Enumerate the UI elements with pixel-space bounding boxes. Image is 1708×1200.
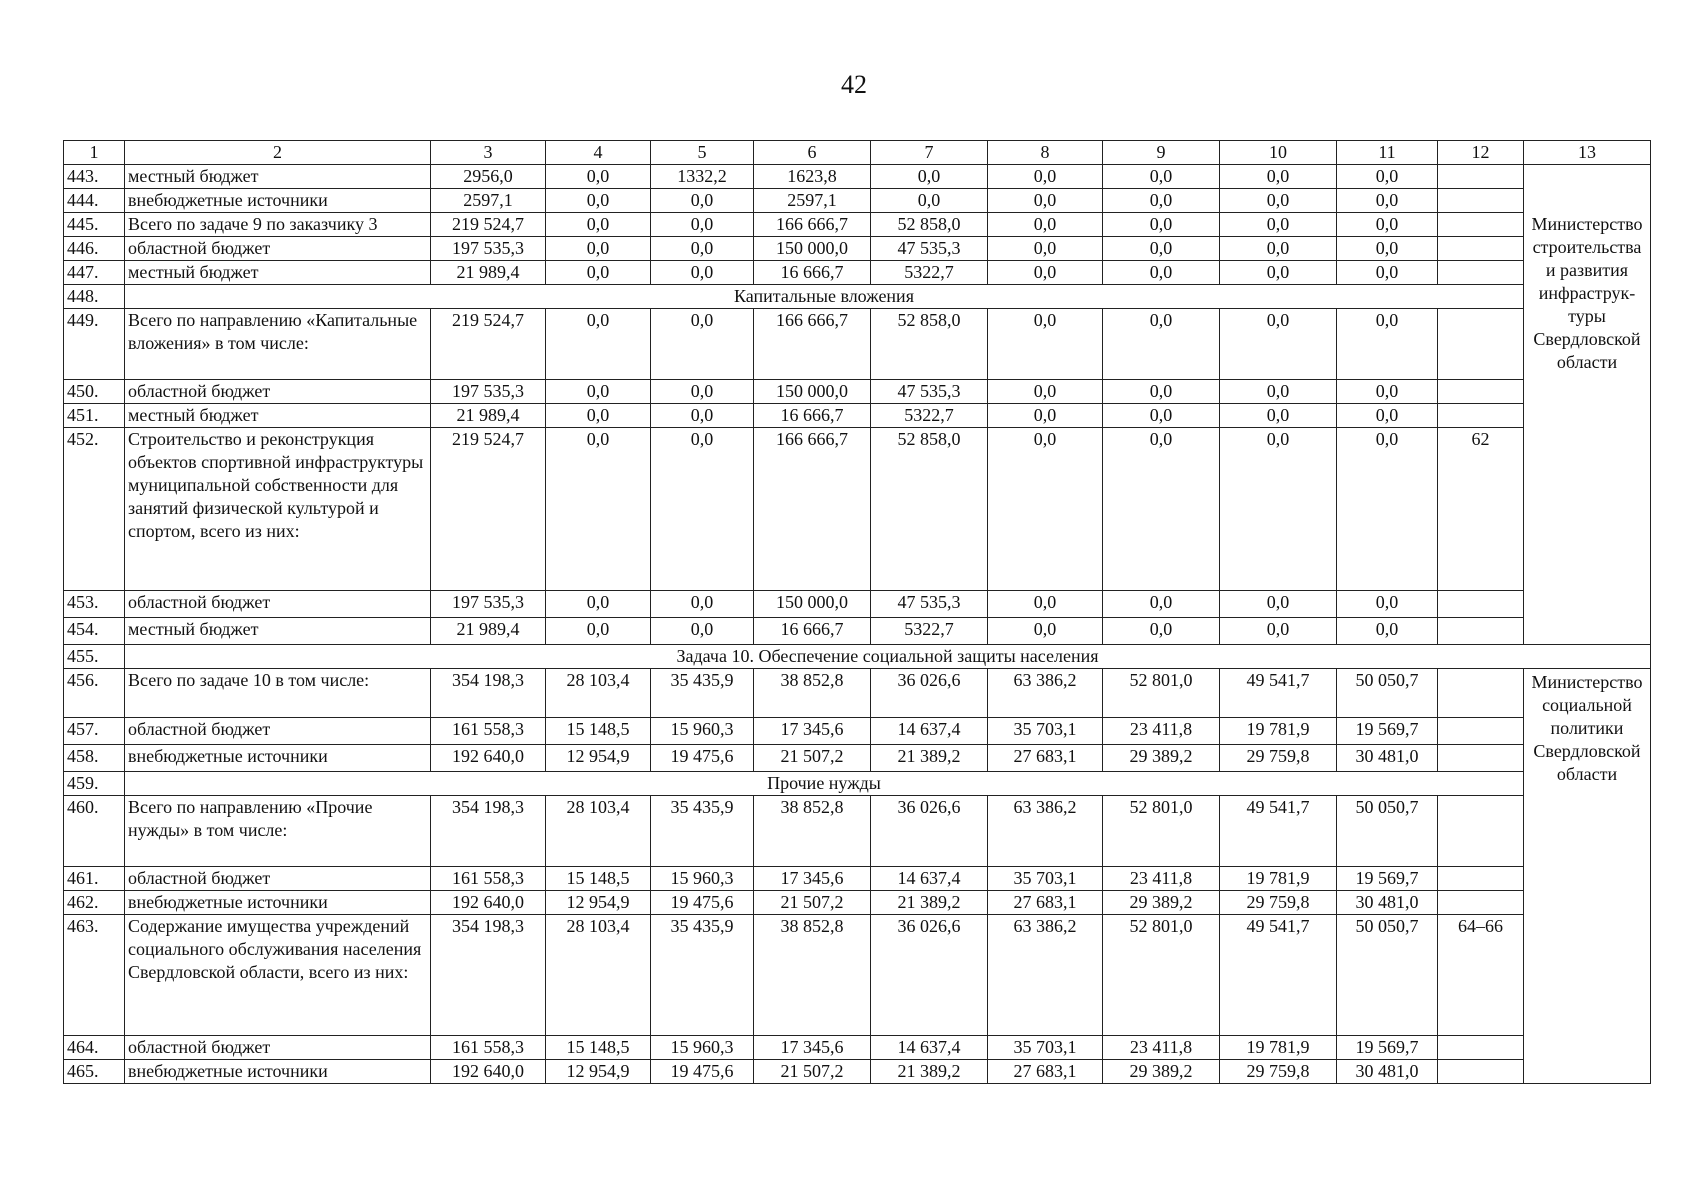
table-row xyxy=(64,718,1651,745)
table-row xyxy=(64,591,1651,618)
value-cell: 354 198,3 xyxy=(431,669,546,718)
value-cell: 23 411,8 xyxy=(1103,867,1220,891)
value-cell: 21 507,2 xyxy=(754,745,871,772)
value-cell: 35 703,1 xyxy=(988,1036,1103,1060)
value-cell: 0,0 xyxy=(1337,380,1438,404)
value-cell: 0,0 xyxy=(546,189,651,213)
row-number: 451. xyxy=(64,404,125,428)
table-row xyxy=(64,165,1651,189)
row-label: внебюджетные источники xyxy=(125,1060,431,1084)
reference-cell xyxy=(1438,380,1524,404)
value-cell: 15 960,3 xyxy=(651,867,754,891)
value-cell: 35 435,9 xyxy=(651,915,754,1036)
value-cell: 219 524,7 xyxy=(431,309,546,380)
value-cell: 192 640,0 xyxy=(431,745,546,772)
value-cell: 50 050,7 xyxy=(1337,915,1438,1036)
reference-cell xyxy=(1438,165,1524,189)
reference-cell xyxy=(1438,669,1524,718)
reference-cell xyxy=(1438,1060,1524,1084)
table-row xyxy=(64,891,1651,915)
value-cell: 19 781,9 xyxy=(1220,718,1337,745)
value-cell: 197 535,3 xyxy=(431,237,546,261)
value-cell: 49 541,7 xyxy=(1220,796,1337,867)
value-cell: 36 026,6 xyxy=(871,915,988,1036)
value-cell: 0,0 xyxy=(546,309,651,380)
responsible-executor-label: Министерство социальной политики Свердловской области xyxy=(1531,672,1643,784)
value-cell: 0,0 xyxy=(988,618,1103,645)
row-number: 449. xyxy=(64,309,125,380)
reference-cell xyxy=(1438,309,1524,380)
row-label: внебюджетные источники xyxy=(125,745,431,772)
table-row xyxy=(64,1060,1651,1084)
value-cell: 161 558,3 xyxy=(431,718,546,745)
row-number: 461. xyxy=(64,867,125,891)
row-label: Всего по направлению «Прочие нужды» в том числе: xyxy=(125,796,431,867)
value-cell: 0,0 xyxy=(546,237,651,261)
table-row xyxy=(64,309,1651,380)
value-cell: 38 852,8 xyxy=(754,796,871,867)
reference-cell xyxy=(1438,591,1524,618)
value-cell: 0,0 xyxy=(1337,189,1438,213)
row-number: 457. xyxy=(64,718,125,745)
row-label: Строительство и реконструкция объектов спортивной инфраструктуры муниципальной собственности для занятий физической культурой и спортом, всего из них: xyxy=(125,428,431,591)
value-cell: 28 103,4 xyxy=(546,669,651,718)
value-cell: 16 666,7 xyxy=(754,618,871,645)
value-cell: 15 148,5 xyxy=(546,718,651,745)
table-row xyxy=(64,669,1651,718)
table-row xyxy=(64,428,1651,591)
value-cell: 47 535,3 xyxy=(871,380,988,404)
value-cell: 0,0 xyxy=(1103,591,1220,618)
value-cell: 161 558,3 xyxy=(431,1036,546,1060)
row-number: 459. xyxy=(64,772,125,796)
value-cell: 0,0 xyxy=(651,380,754,404)
row-label: Всего по задаче 10 в том числе: xyxy=(125,669,431,718)
table-row xyxy=(64,237,1651,261)
header-cell: 6 xyxy=(754,141,871,165)
value-cell: 29 389,2 xyxy=(1103,1060,1220,1084)
value-cell: 36 026,6 xyxy=(871,669,988,718)
row-number: 465. xyxy=(64,1060,125,1084)
value-cell: 0,0 xyxy=(1220,237,1337,261)
value-cell: 52 858,0 xyxy=(871,309,988,380)
value-cell: 0,0 xyxy=(651,261,754,285)
value-cell: 52 801,0 xyxy=(1103,915,1220,1036)
value-cell: 0,0 xyxy=(1103,165,1220,189)
table-row xyxy=(64,404,1651,428)
section-title: Задача 10. Обеспечение социальной защиты населения xyxy=(125,645,1651,669)
value-cell: 21 507,2 xyxy=(754,1060,871,1084)
value-cell: 2597,1 xyxy=(431,189,546,213)
reference-cell xyxy=(1438,618,1524,645)
header-cell: 10 xyxy=(1220,141,1337,165)
table-row xyxy=(64,745,1651,772)
value-cell: 19 569,7 xyxy=(1337,1036,1438,1060)
value-cell: 15 148,5 xyxy=(546,1036,651,1060)
value-cell: 52 858,0 xyxy=(871,428,988,591)
value-cell: 49 541,7 xyxy=(1220,669,1337,718)
value-cell: 19 569,7 xyxy=(1337,867,1438,891)
value-cell: 150 000,0 xyxy=(754,380,871,404)
value-cell: 0,0 xyxy=(1220,261,1337,285)
header-cell: 5 xyxy=(651,141,754,165)
value-cell: 49 541,7 xyxy=(1220,915,1337,1036)
value-cell: 21 389,2 xyxy=(871,1060,988,1084)
value-cell: 52 858,0 xyxy=(871,213,988,237)
value-cell: 161 558,3 xyxy=(431,867,546,891)
value-cell: 0,0 xyxy=(1337,165,1438,189)
value-cell: 29 759,8 xyxy=(1220,1060,1337,1084)
value-cell: 52 801,0 xyxy=(1103,796,1220,867)
value-cell: 0,0 xyxy=(546,213,651,237)
value-cell: 150 000,0 xyxy=(754,591,871,618)
value-cell: 1332,2 xyxy=(651,165,754,189)
header-cell: 4 xyxy=(546,141,651,165)
table-row xyxy=(64,796,1651,867)
row-number: 464. xyxy=(64,1036,125,1060)
value-cell: 0,0 xyxy=(1103,404,1220,428)
value-cell: 14 637,4 xyxy=(871,1036,988,1060)
value-cell: 27 683,1 xyxy=(988,891,1103,915)
header-cell: 7 xyxy=(871,141,988,165)
value-cell: 166 666,7 xyxy=(754,428,871,591)
value-cell: 5322,7 xyxy=(871,261,988,285)
value-cell: 166 666,7 xyxy=(754,213,871,237)
value-cell: 0,0 xyxy=(1220,404,1337,428)
value-cell: 0,0 xyxy=(1220,309,1337,380)
value-cell: 0,0 xyxy=(1337,428,1438,591)
reference-cell xyxy=(1438,189,1524,213)
value-cell: 0,0 xyxy=(988,591,1103,618)
value-cell: 354 198,3 xyxy=(431,796,546,867)
value-cell: 0,0 xyxy=(546,591,651,618)
row-number: 455. xyxy=(64,645,125,669)
section-title: Прочие нужды xyxy=(125,772,1524,796)
value-cell: 16 666,7 xyxy=(754,261,871,285)
value-cell: 0,0 xyxy=(1103,428,1220,591)
value-cell: 0,0 xyxy=(988,261,1103,285)
section-row xyxy=(64,285,1651,309)
value-cell: 354 198,3 xyxy=(431,915,546,1036)
row-label: областной бюджет xyxy=(125,867,431,891)
value-cell: 38 852,8 xyxy=(754,915,871,1036)
value-cell: 150 000,0 xyxy=(754,237,871,261)
value-cell: 0,0 xyxy=(988,309,1103,380)
section-title: Капитальные вложения xyxy=(125,285,1524,309)
reference-cell xyxy=(1438,891,1524,915)
value-cell: 17 345,6 xyxy=(754,718,871,745)
value-cell: 35 703,1 xyxy=(988,718,1103,745)
value-cell: 0,0 xyxy=(546,380,651,404)
value-cell: 219 524,7 xyxy=(431,428,546,591)
value-cell: 27 683,1 xyxy=(988,1060,1103,1084)
row-label: областной бюджет xyxy=(125,1036,431,1060)
value-cell: 19 475,6 xyxy=(651,891,754,915)
value-cell: 0,0 xyxy=(1103,237,1220,261)
value-cell: 2597,1 xyxy=(754,189,871,213)
header-cell: 11 xyxy=(1337,141,1438,165)
row-number: 448. xyxy=(64,285,125,309)
value-cell: 30 481,0 xyxy=(1337,891,1438,915)
responsible-executor-label: Министерство строительства и развития инфраструк-туры Свердловской области xyxy=(1531,214,1643,372)
header-cell: 12 xyxy=(1438,141,1524,165)
row-number: 456. xyxy=(64,669,125,718)
value-cell: 0,0 xyxy=(1220,189,1337,213)
value-cell: 0,0 xyxy=(651,618,754,645)
value-cell: 0,0 xyxy=(988,404,1103,428)
value-cell: 0,0 xyxy=(871,189,988,213)
reference-cell xyxy=(1438,213,1524,237)
row-label: местный бюджет xyxy=(125,261,431,285)
value-cell: 0,0 xyxy=(1337,237,1438,261)
reference-cell xyxy=(1438,796,1524,867)
value-cell: 19 475,6 xyxy=(651,1060,754,1084)
value-cell: 0,0 xyxy=(651,213,754,237)
value-cell: 63 386,2 xyxy=(988,669,1103,718)
value-cell: 21 989,4 xyxy=(431,404,546,428)
value-cell: 23 411,8 xyxy=(1103,1036,1220,1060)
value-cell: 28 103,4 xyxy=(546,796,651,867)
value-cell: 29 759,8 xyxy=(1220,745,1337,772)
value-cell: 0,0 xyxy=(988,237,1103,261)
value-cell: 2956,0 xyxy=(431,165,546,189)
value-cell: 27 683,1 xyxy=(988,745,1103,772)
value-cell: 21 989,4 xyxy=(431,261,546,285)
value-cell: 30 481,0 xyxy=(1337,1060,1438,1084)
value-cell: 0,0 xyxy=(651,404,754,428)
value-cell: 197 535,3 xyxy=(431,591,546,618)
table-row xyxy=(64,618,1651,645)
value-cell: 197 535,3 xyxy=(431,380,546,404)
value-cell: 17 345,6 xyxy=(754,867,871,891)
responsible-executor-social xyxy=(1524,669,1651,1084)
value-cell: 16 666,7 xyxy=(754,404,871,428)
value-cell: 5322,7 xyxy=(871,618,988,645)
reference-cell xyxy=(1438,237,1524,261)
value-cell: 47 535,3 xyxy=(871,237,988,261)
reference-cell xyxy=(1438,404,1524,428)
page-number: 42 xyxy=(841,70,867,99)
value-cell: 0,0 xyxy=(546,404,651,428)
value-cell: 0,0 xyxy=(651,189,754,213)
value-cell: 192 640,0 xyxy=(431,1060,546,1084)
value-cell: 17 345,6 xyxy=(754,1036,871,1060)
header-cell: 9 xyxy=(1103,141,1220,165)
row-number: 460. xyxy=(64,796,125,867)
value-cell: 35 703,1 xyxy=(988,867,1103,891)
value-cell: 0,0 xyxy=(1337,618,1438,645)
section-row xyxy=(64,772,1651,796)
value-cell: 21 389,2 xyxy=(871,891,988,915)
row-number: 458. xyxy=(64,745,125,772)
value-cell: 63 386,2 xyxy=(988,796,1103,867)
row-label: местный бюджет xyxy=(125,165,431,189)
section-row xyxy=(64,645,1651,669)
value-cell: 19 781,9 xyxy=(1220,867,1337,891)
value-cell: 12 954,9 xyxy=(546,745,651,772)
row-number: 445. xyxy=(64,213,125,237)
value-cell: 35 435,9 xyxy=(651,796,754,867)
value-cell: 0,0 xyxy=(1220,428,1337,591)
value-cell: 0,0 xyxy=(1103,380,1220,404)
value-cell: 0,0 xyxy=(651,237,754,261)
value-cell: 0,0 xyxy=(1220,213,1337,237)
value-cell: 0,0 xyxy=(651,591,754,618)
table-row xyxy=(64,380,1651,404)
header-cell: 13 xyxy=(1524,141,1651,165)
value-cell: 29 389,2 xyxy=(1103,745,1220,772)
value-cell: 15 960,3 xyxy=(651,718,754,745)
value-cell: 38 852,8 xyxy=(754,669,871,718)
value-cell: 0,0 xyxy=(1220,618,1337,645)
row-label: областной бюджет xyxy=(125,237,431,261)
header-cell: 2 xyxy=(125,141,431,165)
table-row xyxy=(64,189,1651,213)
row-label: областной бюджет xyxy=(125,718,431,745)
header-cell: 3 xyxy=(431,141,546,165)
row-number: 463. xyxy=(64,915,125,1036)
row-label: внебюджетные источники xyxy=(125,891,431,915)
table-row xyxy=(64,213,1651,237)
value-cell: 0,0 xyxy=(1337,213,1438,237)
value-cell: 192 640,0 xyxy=(431,891,546,915)
value-cell: 36 026,6 xyxy=(871,796,988,867)
value-cell: 15 148,5 xyxy=(546,867,651,891)
value-cell: 0,0 xyxy=(871,165,988,189)
value-cell: 14 637,4 xyxy=(871,867,988,891)
value-cell: 0,0 xyxy=(1337,591,1438,618)
value-cell: 1623,8 xyxy=(754,165,871,189)
value-cell: 0,0 xyxy=(988,428,1103,591)
table-row xyxy=(64,1036,1651,1060)
table-row xyxy=(64,867,1651,891)
value-cell: 12 954,9 xyxy=(546,891,651,915)
row-number: 447. xyxy=(64,261,125,285)
value-cell: 21 989,4 xyxy=(431,618,546,645)
reference-cell: 64–66 xyxy=(1438,915,1524,1036)
value-cell: 52 801,0 xyxy=(1103,669,1220,718)
row-label: областной бюджет xyxy=(125,591,431,618)
value-cell: 0,0 xyxy=(1103,618,1220,645)
value-cell: 21 507,2 xyxy=(754,891,871,915)
responsible-executor-construction xyxy=(1524,165,1651,645)
row-number: 462. xyxy=(64,891,125,915)
header-row xyxy=(64,141,1651,165)
value-cell: 14 637,4 xyxy=(871,718,988,745)
row-number: 450. xyxy=(64,380,125,404)
header-cell: 8 xyxy=(988,141,1103,165)
value-cell: 0,0 xyxy=(546,261,651,285)
value-cell: 50 050,7 xyxy=(1337,796,1438,867)
value-cell: 0,0 xyxy=(1103,261,1220,285)
value-cell: 12 954,9 xyxy=(546,1060,651,1084)
value-cell: 0,0 xyxy=(1220,591,1337,618)
reference-cell xyxy=(1438,718,1524,745)
header-cell: 1 xyxy=(64,141,125,165)
value-cell: 19 569,7 xyxy=(1337,718,1438,745)
value-cell: 0,0 xyxy=(1220,380,1337,404)
row-label: местный бюджет xyxy=(125,618,431,645)
value-cell: 0,0 xyxy=(546,165,651,189)
value-cell: 0,0 xyxy=(1103,309,1220,380)
value-cell: 0,0 xyxy=(988,165,1103,189)
value-cell: 29 759,8 xyxy=(1220,891,1337,915)
value-cell: 0,0 xyxy=(1103,189,1220,213)
reference-cell xyxy=(1438,867,1524,891)
value-cell: 15 960,3 xyxy=(651,1036,754,1060)
value-cell: 166 666,7 xyxy=(754,309,871,380)
row-number: 443. xyxy=(64,165,125,189)
table-row xyxy=(64,915,1651,1036)
value-cell: 29 389,2 xyxy=(1103,891,1220,915)
row-label: Содержание имущества учреждений социального обслуживания населения Свердловской области, всего из них: xyxy=(125,915,431,1036)
value-cell: 30 481,0 xyxy=(1337,745,1438,772)
row-number: 446. xyxy=(64,237,125,261)
reference-cell: 62 xyxy=(1438,428,1524,591)
value-cell: 0,0 xyxy=(988,189,1103,213)
row-number: 453. xyxy=(64,591,125,618)
row-label: областной бюджет xyxy=(125,380,431,404)
value-cell: 0,0 xyxy=(988,213,1103,237)
row-label: внебюджетные источники xyxy=(125,189,431,213)
value-cell: 0,0 xyxy=(546,618,651,645)
reference-cell xyxy=(1438,261,1524,285)
value-cell: 50 050,7 xyxy=(1337,669,1438,718)
value-cell: 0,0 xyxy=(546,428,651,591)
row-label: Всего по направлению «Капитальные вложения» в том числе: xyxy=(125,309,431,380)
row-number: 454. xyxy=(64,618,125,645)
table-row xyxy=(64,261,1651,285)
value-cell: 28 103,4 xyxy=(546,915,651,1036)
value-cell: 63 386,2 xyxy=(988,915,1103,1036)
value-cell: 0,0 xyxy=(1220,165,1337,189)
budget-table xyxy=(63,140,1651,1084)
value-cell: 0,0 xyxy=(1103,213,1220,237)
value-cell: 0,0 xyxy=(1337,309,1438,380)
reference-cell xyxy=(1438,1036,1524,1060)
value-cell: 21 389,2 xyxy=(871,745,988,772)
value-cell: 23 411,8 xyxy=(1103,718,1220,745)
value-cell: 0,0 xyxy=(1337,261,1438,285)
value-cell: 47 535,3 xyxy=(871,591,988,618)
row-label: Всего по задаче 9 по заказчику 3 xyxy=(125,213,431,237)
reference-cell xyxy=(1438,745,1524,772)
value-cell: 0,0 xyxy=(651,428,754,591)
value-cell: 19 475,6 xyxy=(651,745,754,772)
value-cell: 5322,7 xyxy=(871,404,988,428)
value-cell: 219 524,7 xyxy=(431,213,546,237)
value-cell: 19 781,9 xyxy=(1220,1036,1337,1060)
row-number: 444. xyxy=(64,189,125,213)
row-number: 452. xyxy=(64,428,125,591)
value-cell: 0,0 xyxy=(988,380,1103,404)
value-cell: 0,0 xyxy=(1337,404,1438,428)
row-label: местный бюджет xyxy=(125,404,431,428)
value-cell: 35 435,9 xyxy=(651,669,754,718)
value-cell: 0,0 xyxy=(651,309,754,380)
